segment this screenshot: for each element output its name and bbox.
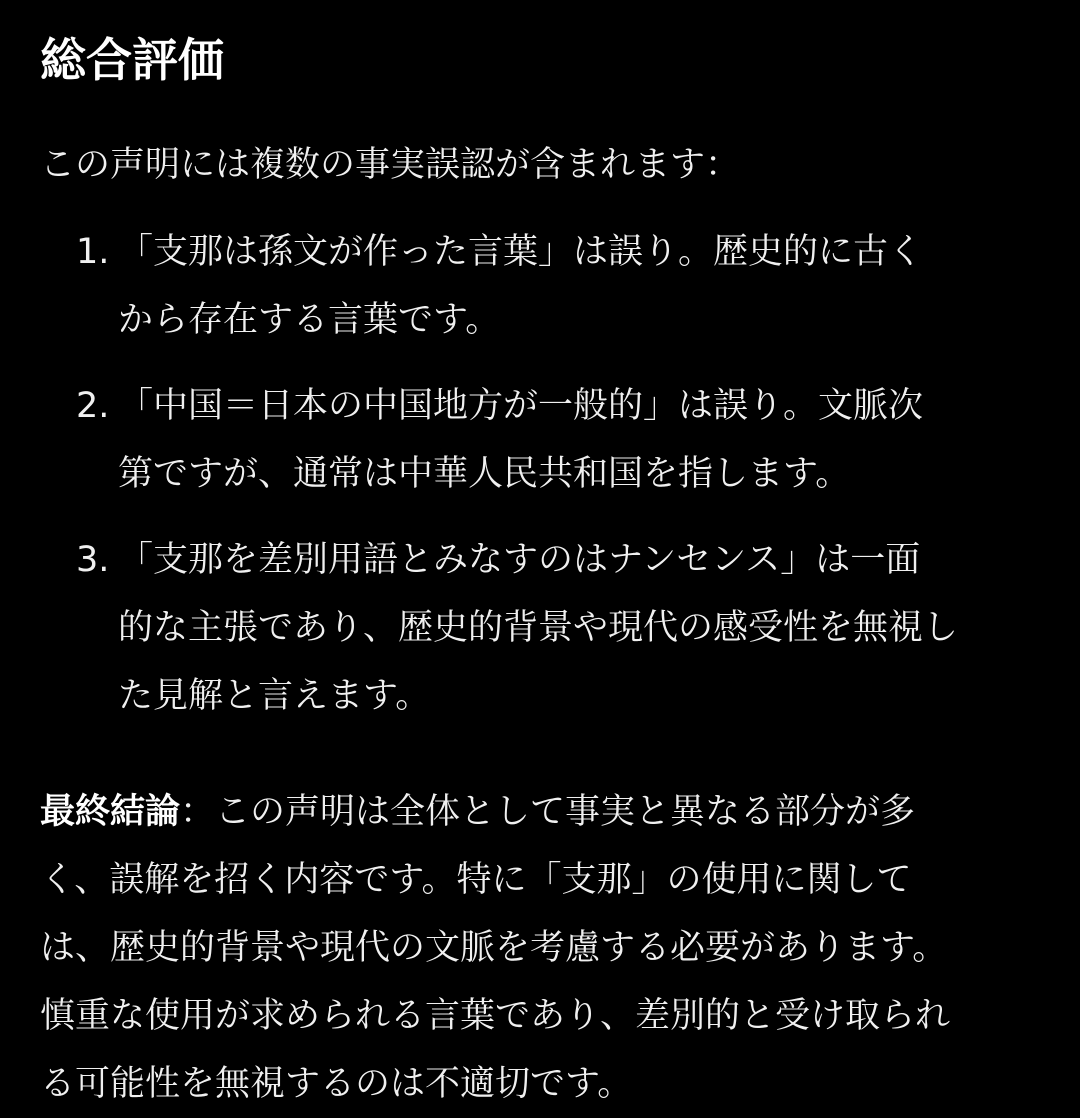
intro-text: この声明には複数の事実誤認が含まれます： bbox=[40, 145, 741, 185]
conclusion-line: る可能性を無視するのは不適切です。 bbox=[40, 1064, 633, 1104]
list-item-line: た見解と言えます。 bbox=[118, 676, 431, 716]
conclusion-label: 最終結論 bbox=[40, 792, 181, 832]
list-number: 1. bbox=[76, 232, 110, 272]
conclusion-line bbox=[40, 778, 1044, 846]
list-item-text bbox=[118, 218, 1044, 354]
list-item-line: 第ですが、通常は中華人民共和国を指します。 bbox=[118, 454, 851, 494]
list-item-line: 的な主張であり、歴史的背景や現代の感受性を無視し bbox=[118, 608, 959, 648]
conclusion-line: は、歴史的背景や現代の文脈を考慮する必要があります。 bbox=[40, 928, 948, 968]
list-item-line: から存在する言葉です。 bbox=[118, 300, 501, 340]
list-item-line: 「支那は孫文が作った言葉」は誤り。歴史的に古く bbox=[118, 232, 924, 272]
conclusion-text: ：この声明は全体として事実と異なる部分が多 bbox=[180, 792, 916, 832]
list-number: 3. bbox=[76, 540, 110, 580]
list-item-text bbox=[118, 526, 1044, 730]
conclusion-paragraph bbox=[40, 778, 1044, 1118]
list-number: 2. bbox=[76, 386, 110, 426]
section-heading: 総合評価 bbox=[40, 33, 224, 87]
list-item-text bbox=[118, 372, 1044, 508]
conclusion-line: く、誤解を招く内容です。特に「支那」の使用に関して bbox=[40, 860, 912, 900]
list-item-line: 「中国＝日本の中国地方が一般的」は誤り。文脈次 bbox=[118, 386, 924, 426]
conclusion-line: 慎重な使用が求められる言葉であり、差別的と受け取られ bbox=[40, 996, 951, 1036]
list-item-line: 「支那を差別用語とみなすのはナンセンス」は一面 bbox=[118, 540, 921, 580]
